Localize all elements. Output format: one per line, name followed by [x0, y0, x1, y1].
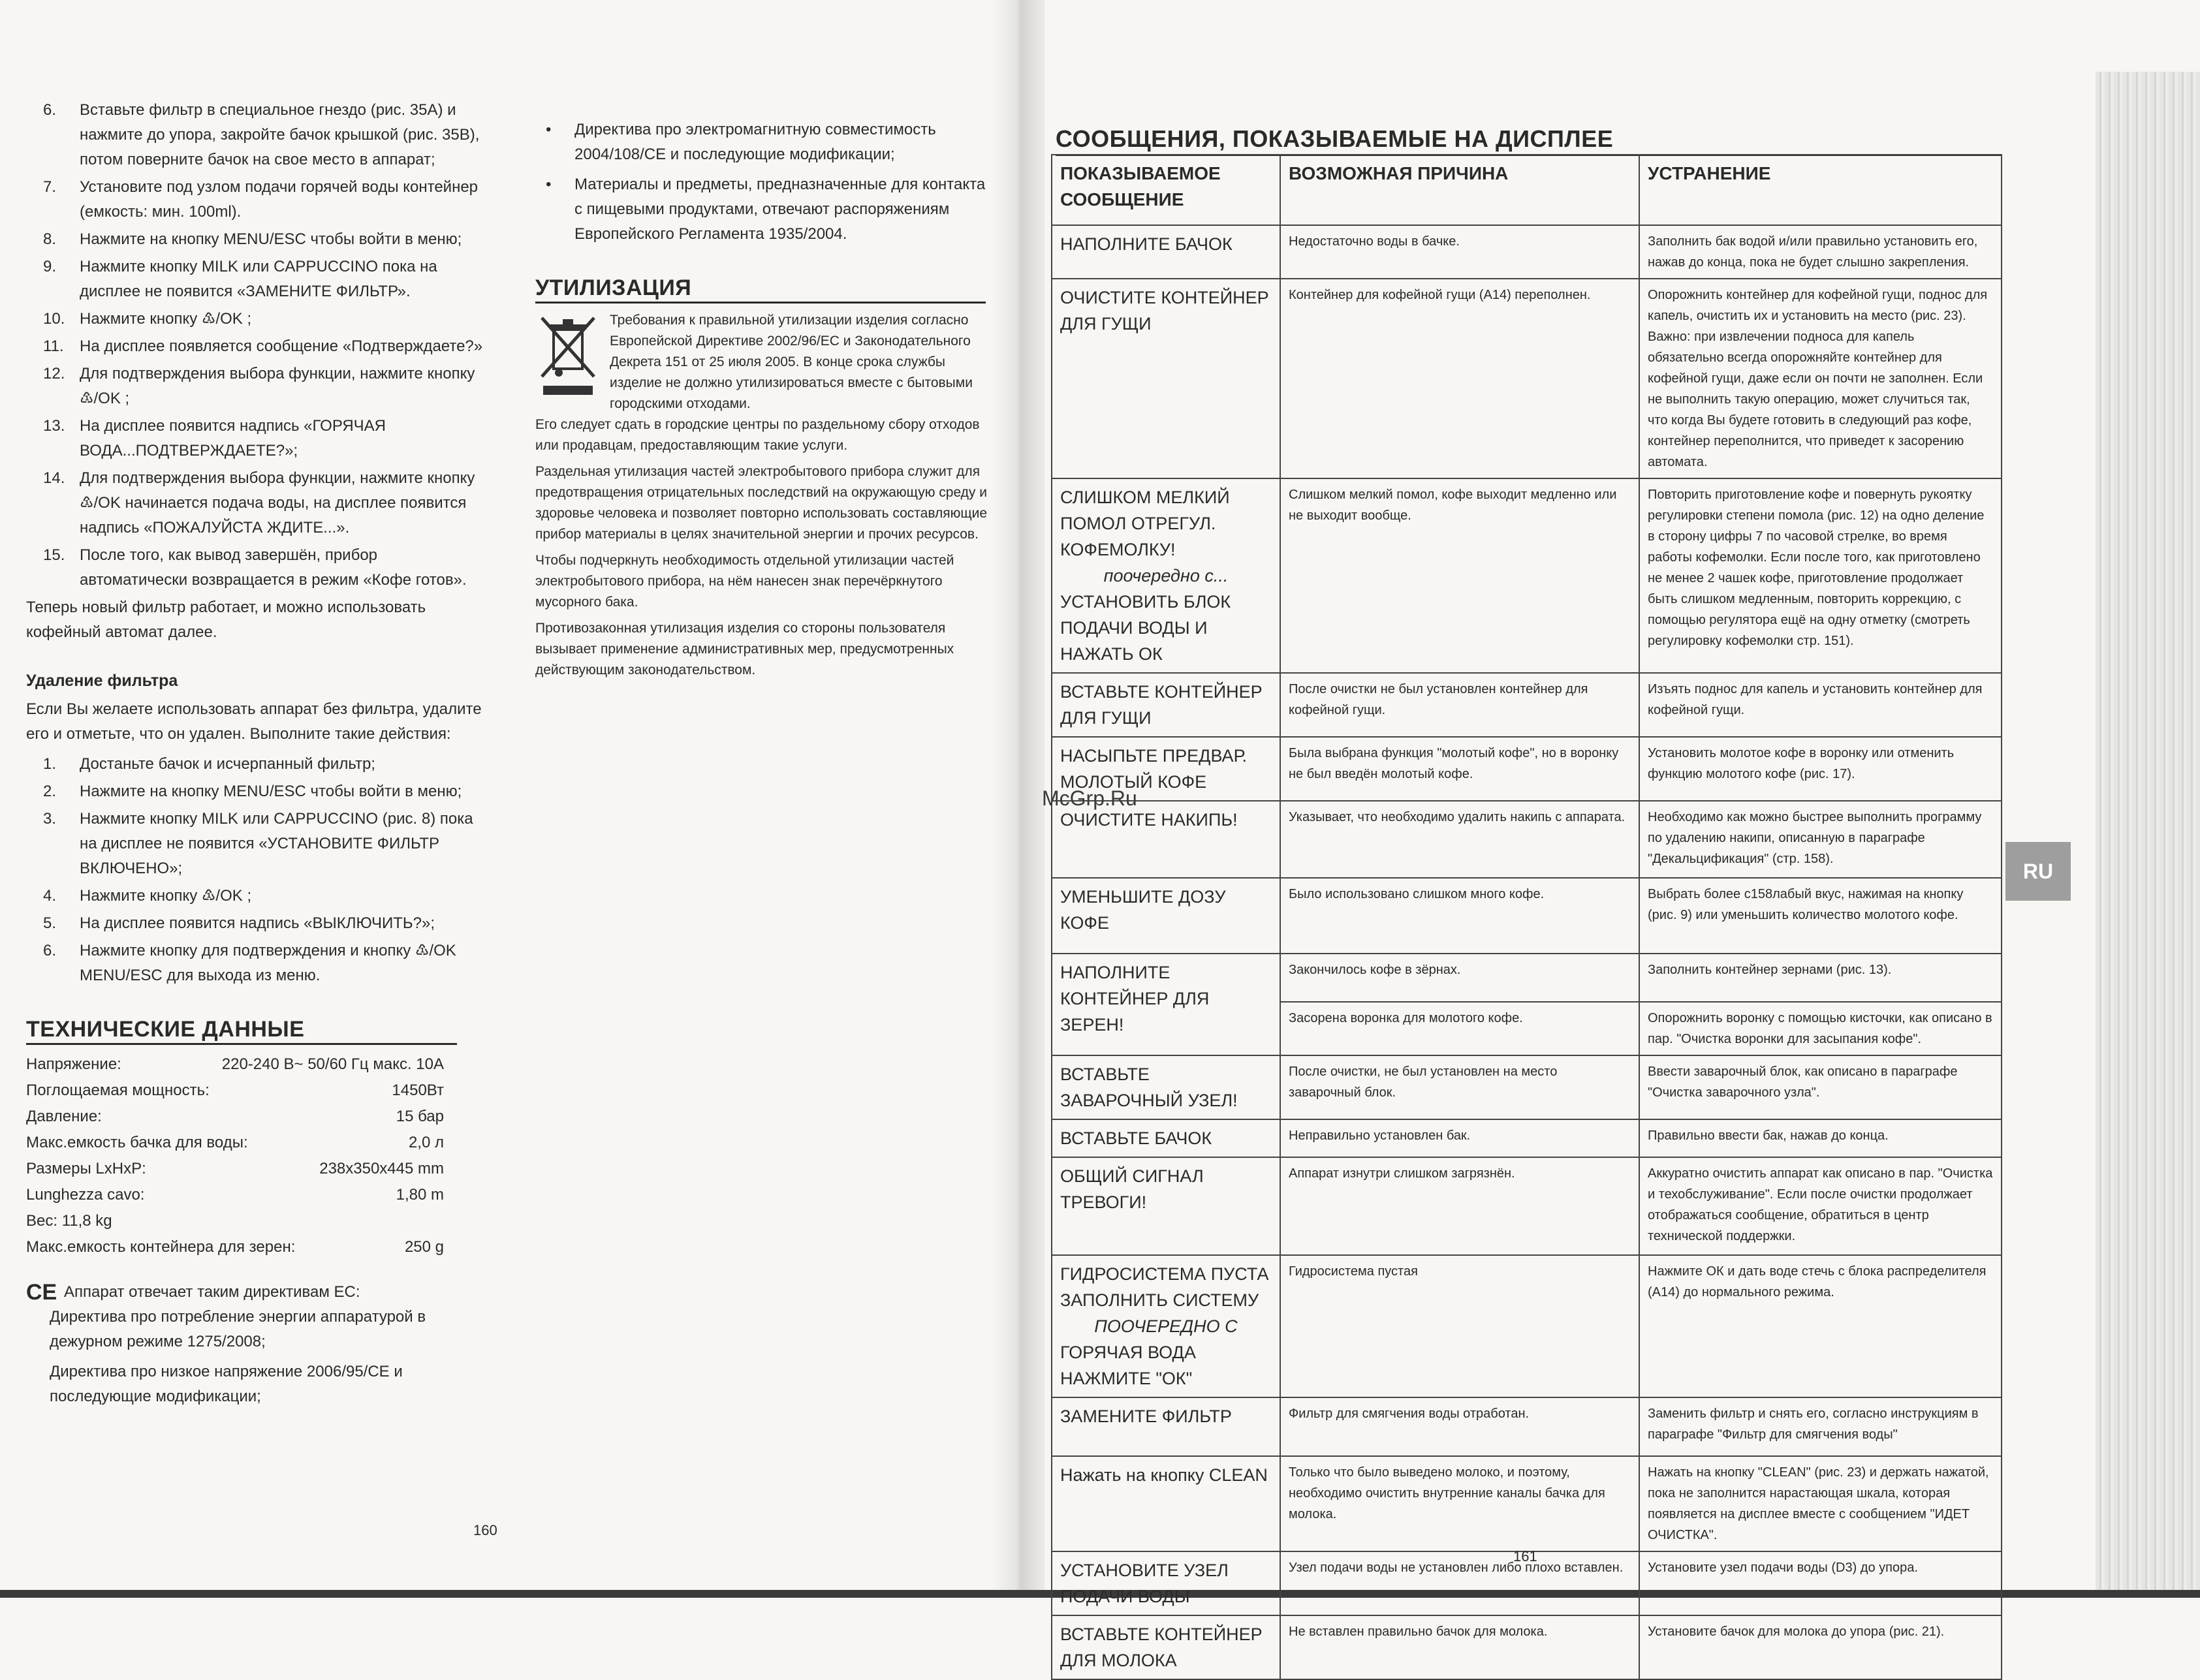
- table-row: ВСТАВЬТЕ ЗАВАРОЧНЫЙ УЗЕЛ! После очистки, не был установлен на место заварочный блок. Ввести заварочный блок, как описано в параграфе "Очистка заварочного узла".: [1052, 1055, 2002, 1119]
- table-row: ВСТАВЬТЕ БАЧОК Неправильно установлен бак. Правильно ввести бак, нажав до конца.: [1052, 1119, 2002, 1157]
- directive-item: Директива про потребление энергии аппаратурой в дежурном режиме 1275/2008;: [50, 1308, 426, 1350]
- removal-intro: Если Вы желаете использовать аппарат без фильтра, удалите его и отметьте, что он удален. Выполните такие действия:: [26, 700, 482, 743]
- directive-item: Директива про низкое напряжение 2006/95/CE и последующие модификации;: [50, 1363, 403, 1405]
- table-header-row: [1052, 155, 2002, 225]
- watermark: McGrp.Ru: [1042, 786, 1137, 810]
- table-row: Нажать на кнопку CLEAN Только что было выведено молоко, и поэтому, необходимо очистить внутренние каналы бачка для молока. Нажать на кнопку "CLEAN" (рис. 23) и держать нажатой, пока не заполнится нарастающая шкала, которая появляется на дисплее вместе с сообщением "ИДЕТ ОЧИСТКА".: [1052, 1456, 2002, 1551]
- list-item: 4. Нажмите кнопку ♳/OK ;: [43, 887, 252, 905]
- column-header: УСТРАНЕНИЕ: [1639, 155, 2002, 225]
- disposal-paragraph: Раздельная утилизация частей электробытового прибора служит для предотвращения отрицательных последствий на окружающую среду и здоровье человека и позволяет повторно использовать составляющие прибор материалы в целях значительной энергии и прочих ресурсов.: [535, 464, 988, 542]
- tech-data-title: ТЕХНИЧЕСКИЕ ДАННЫЕ: [26, 1017, 457, 1045]
- list-item: 3. Нажмите кнопку MILK или CAPPUCCINO (рис. 8) пока на дисплее не появится «УСТАНОВИТЕ ФИЛЬТР ВКЛЮЧЕНО»;: [43, 810, 473, 877]
- spec-row: Вес: 11,8 kg: [26, 1212, 112, 1230]
- spec-row: Давление: 15 бар: [26, 1108, 444, 1125]
- spec-row: Поглощаемая мощность: 1450Вт: [26, 1081, 444, 1099]
- ce-mark-icon: CE: [26, 1280, 57, 1305]
- page-number: 160: [473, 1522, 497, 1538]
- list-item: 12. Для подтверждения выбора функции, нажмите кнопку ♳/OK ;: [43, 365, 475, 407]
- removal-title: Удаление фильтра: [26, 672, 178, 690]
- table-row: СЛИШКОМ МЕЛКИЙ ПОМОЛ ОТРЕГУЛ. КОФЕМОЛКУ! поочередно с... УСТАНОВИТЬ БЛОК ПОДАЧИ ВОДЫ И НАЖАТЬ ОК Слишком мелкий помол, кофе выходит медленно или не выходит вообще. Повторить приготовление кофе и повернуть рукоятку регулировки степени помола (рис. 12) на одно деление в сторону цифры 7 по часовой стрелке, во время работы кофемолки. Если после того, как приготовлено не менее 2 чашек кофе, приготовление продолжает быть слишком медленным, повторить коррекцию, с помощью регулятора ещё на одну отметку (смотреть регулировку кофемолки стр. 151).: [1052, 478, 2002, 673]
- list-item: • Директива про электромагнитную совместимость 2004/108/CE и последующие модификации;: [546, 121, 936, 163]
- column-header: ВОЗМОЖНАЯ ПРИЧИНА: [1280, 155, 1639, 225]
- list-item: 13. На дисплее появится надпись «ГОРЯЧАЯ ВОДА...ПОДТВЕРЖДАЕТЕ?»;: [43, 417, 386, 459]
- table-row: Засорена воронка для молотого кофе. Опорожнить воронку с помощью кисточки, как описано в пар. "Очистка воронки для засыпания кофе".: [1052, 1002, 2002, 1055]
- table-row: ОЧИСТИТЕ КОНТЕЙНЕР ДЛЯ ГУЩИ Контейнер для кофейной гущи (A14) переполнен. Опорожнить контейнер для кофейной гущи, поднос для капель, очистить их и установить на место (рис. 23). Важно: при извлечении подноса для капель обязательно всегда опорожняйте контейнер для кофейной гущи, даже если он почти не заполнен. Если не выполнить такую операцию, может случиться так, что когда Вы будете готовить в следующий раз кофе, контейнер переполнится, что приведет к засорению автомата.: [1052, 279, 2002, 478]
- disposal-boxed-text: Требования к правильной утилизации изделия согласно Европейской Директиве 2002/96/EC и Законодательного Декрета 151 от 25 июля 2005. В конце срока службы изделие не должно утилизироваться вместе с бытовыми городскими отходами.: [610, 313, 973, 411]
- directives-list: [26, 1305, 483, 1409]
- table-row: ЗАМЕНИТЕ ФИЛЬТР Фильтр для смягчения воды отработан. Заменить фильтр и снять его, согласно инструкциям в параграфе "Фильтр для смягчения воды": [1052, 1397, 2002, 1456]
- page-number: 161: [1513, 1548, 1537, 1564]
- list-item: 6. Нажмите кнопку для подтверждения и кнопку ♳/OK MENU/ESC для выхода из меню.: [43, 942, 456, 984]
- list-item: • Материалы и предметы, предназначенные для контакта с пищевыми продуктами, отвечают распоряжениям Европейского Регламента 1935/2004.: [546, 176, 986, 243]
- list-item: 6. Вставьте фильтр в специальное гнездо (рис. 35A) и нажмите до упора, закройте бачок крышкой (рис. 35B), потом поверните бачок на свое место в аппарат;: [43, 101, 480, 168]
- tech-specs: [26, 1051, 483, 1260]
- list-item: 15. После того, как вывод завершён, прибор автоматически возвращается в режим «Кофе готов».: [43, 546, 467, 589]
- page-left: [0, 0, 1018, 1598]
- spec-row: Размеры LxHxP: 238x350x445 mm: [26, 1160, 444, 1177]
- filter-removal-steps: [26, 752, 483, 988]
- list-item: 1. Достаньте бачок и исчерпанный фильтр;: [43, 755, 375, 773]
- display-messages-table: [1051, 154, 2002, 1680]
- table-row: ОЧИСТИТЕ НАКИПЬ! Указывает, что необходимо удалить накипь с аппарата. Необходимо как можно быстрее выполнить программу по удалению накипи, описанную в параграфе "Декальцификация" (стр. 158).: [1052, 801, 2002, 878]
- section-title: СООБЩЕНИЯ, ПОКАЗЫВАЕМЫЕ НА ДИСПЛЕЕ: [1056, 125, 2001, 156]
- table-row: УМЕНЬШИТЕ ДОЗУ КОФЕ Было использовано слишком много кофе. Выбрать более с158лабый вкус, нажимая на кнопку (рис. 9) или уменьшить количество молотого кофе.: [1052, 878, 2002, 954]
- table-row: НАПОЛНИТЕ БАЧОК Недостаточно воды в бачке. Заполнить бак водой и/или правильно установить его, нажав до конца, пока не будет слышно закрепления.: [1052, 225, 2002, 279]
- table-row: ГИДРОСИСТЕМА ПУСТА ЗАПОЛНИТЬ СИСТЕМУ ПООЧЕРЕДНО С ГОРЯЧАЯ ВОДА НАЖМИТЕ "ОК" Гидросистема пустая Нажмите ОК и дать воде стечь с блока распределителя (A14) до нормального режима.: [1052, 1255, 2002, 1397]
- spec-row: Напряжение: 220-240 В~ 50/60 Гц макс. 10A: [26, 1055, 444, 1073]
- list-item: 11. На дисплее появляется сообщение «Подтверждаете?»: [43, 337, 483, 355]
- column-header: ПОКАЗЫВАЕМОЕ СООБЩЕНИЕ: [1052, 155, 1280, 225]
- disposal-box: [535, 310, 992, 414]
- list-item: 8. Нажмите на кнопку MENU/ESC чтобы войти в меню;: [43, 230, 462, 248]
- table-row: ВСТАВЬТЕ КОНТЕЙНЕР ДЛЯ МОЛОКА Не вставлен правильно бачок для молока. Установите бачок для молока до упора (рис. 21).: [1052, 1615, 2002, 1679]
- table-row: НАПОЛНИТЕ КОНТЕЙНЕР ДЛЯ ЗЕРЕН! Закончилось кофе в зёрнах. Заполнить контейнер зернами (рис. 13).: [1052, 954, 2002, 1002]
- list-item: 14. Для подтверждения выбора функции, нажмите кнопку ♳/OK начинается подача воды, на дисплее появится надпись «ПОЖАЛУЙСТА ЖДИТЕ...».: [43, 469, 475, 537]
- left-column-2: [535, 117, 992, 686]
- spec-row: Макс.емкость контейнера для зерен: 250 g: [26, 1238, 444, 1256]
- list-item: 7. Установите под узлом подачи горячей воды контейнер (емкость: мин. 100ml).: [43, 178, 479, 221]
- spec-row: Lunghezza cavo: 1,80 m: [26, 1186, 444, 1204]
- table-row: ВСТАВЬТЕ КОНТЕЙНЕР ДЛЯ ГУЩИ После очистки не был установлен контейнер для кофейной гущи. Изъять поднос для капель и установить контейнер для кофейной гущи.: [1052, 673, 2002, 737]
- list-item: 10. Нажмите кнопку ♳/OK ;: [43, 310, 252, 328]
- filter-install-steps: [26, 98, 483, 593]
- table-row: ОБЩИЙ СИГНАЛ ТРЕВОГИ! Аппарат изнутри слишком загрязнён. Аккуратно очистить аппарат как описано в пар. "Очистка и техобслуживание". Если после очистки продолжает отображаться сообщение, обратиться в центр технической поддержки.: [1052, 1157, 2002, 1255]
- table-row: НАСЫПЬТЕ ПРЕДВАР. МОЛОТЫЙ КОФЕ Была выбрана функция "молотый кофе", но в воронку не был введён молотый кофе. Установить молотое кофе в воронку или отменить функцию молотого кофе (рис. 17).: [1052, 737, 2002, 801]
- disposal-title: УТИЛИЗАЦИЯ: [535, 275, 986, 303]
- list-item: 2. Нажмите на кнопку MENU/ESC чтобы войти в меню;: [43, 783, 462, 800]
- disposal-paragraph: Его следует сдать в городские центры по раздельному сбору отходов или продавцам, предоставляющим такие услуги.: [535, 417, 980, 453]
- ce-statement: CE Аппарат отвечает таким директивам ЕС:: [26, 1280, 360, 1305]
- left-column: [26, 98, 483, 1414]
- language-tab: RU: [2005, 842, 2071, 901]
- disposal-paragraph: Чтобы подчеркнуть необходимость отдельной утилизации частей электробытового прибора, на нём нанесен знак перечёркнутого мусорного бака.: [535, 553, 954, 610]
- disposal-paragraph: Противозаконная утилизация изделия со стороны пользователя вызывает применение административных мер, предусмотренных действующим законодательством.: [535, 621, 954, 677]
- list-item: 9. Нажмите кнопку MILK или CAPPUCCINO пока на дисплее не появится «ЗАМЕНИТЕ ФИЛЬТР».: [43, 258, 437, 300]
- table-row: УСТАНОВИТЕ УЗЕЛ ПОДАЧИ ВОДЫ Узел подачи воды не установлен либо плохо вставлен. Установите узел подачи воды (D3) до упора.: [1052, 1551, 2002, 1615]
- page-edge: [2096, 72, 2200, 1598]
- list-item: 5. На дисплее появится надпись «ВЫКЛЮЧИТЬ?»;: [43, 914, 435, 932]
- spec-row: Макс.емкость бачка для воды: 2,0 л: [26, 1134, 444, 1151]
- filter-active-note: Теперь новый фильтр работает, и можно использовать кофейный автомат далее.: [26, 599, 426, 641]
- crossed-bin-icon: [535, 310, 601, 401]
